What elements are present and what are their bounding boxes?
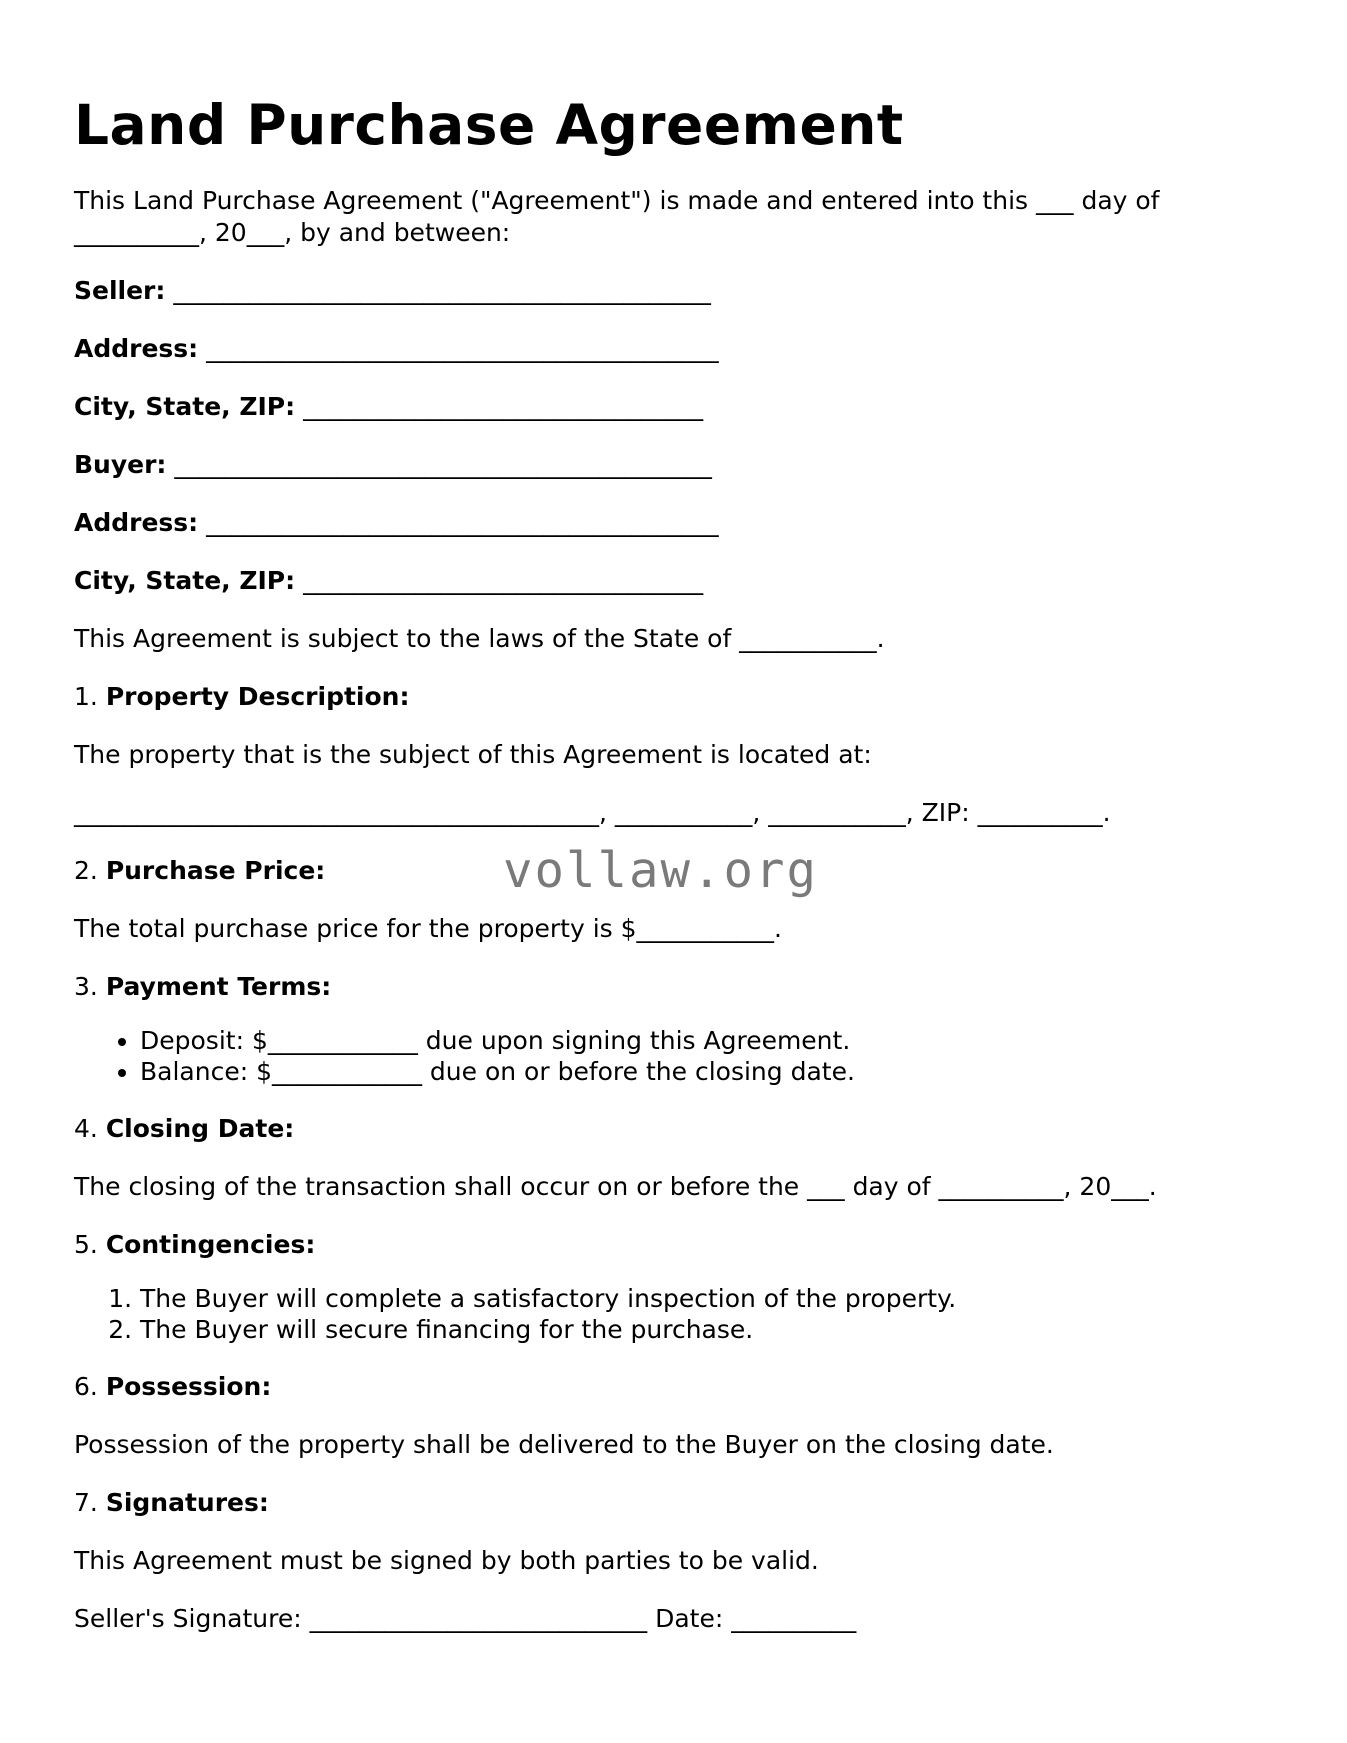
section-1-address-line: __________________________________________, ___________, ___________, ZIP: __________. <box>74 798 1111 827</box>
seller-city-blank: ________________________________ <box>303 392 704 421</box>
section-4-number: 4. <box>74 1114 98 1143</box>
buyer-address-blank: _________________________________________ <box>206 508 719 537</box>
document-title: Land Purchase Agreement <box>74 93 904 157</box>
section-5-title: Contingencies: <box>105 1230 316 1259</box>
contingency-item: 2. The Buyer will secure financing for the purchase. <box>140 1314 1274 1345</box>
section-7-heading <box>74 1487 1274 1519</box>
buyer-city-blank: ________________________________ <box>303 566 704 595</box>
section-1-number: 1. <box>74 682 98 711</box>
buyer-address-label: Address: <box>74 508 199 537</box>
section-4-text: The closing of the transaction shall occur on or before the ___ day of __________, 20___. <box>74 1172 1157 1201</box>
intro-paragraph: This Land Purchase Agreement ("Agreement") is made and entered into this ___ day of __________, 20___, by and between: <box>74 186 1160 247</box>
contingency-item: 1. The Buyer will complete a satisfactory inspection of the property. <box>140 1283 1274 1314</box>
section-7-text: This Agreement must be signed by both parties to be valid. <box>74 1546 819 1575</box>
section-1-heading <box>74 681 1274 713</box>
buyer-name-field <box>74 449 1274 481</box>
seller-name-label: Seller: <box>74 276 166 305</box>
section-6-text: Possession of the property shall be delivered to the Buyer on the closing date. <box>74 1430 1054 1459</box>
seller-name-blank: ___________________________________________ <box>173 276 711 305</box>
section-4-heading <box>74 1113 1274 1145</box>
section-1-text: The property that is the subject of this Agreement is located at: <box>74 740 872 769</box>
seller-address-blank: _________________________________________ <box>206 334 719 363</box>
payment-terms-list <box>74 1025 1274 1087</box>
contingencies-list <box>74 1283 1274 1345</box>
seller-city-field <box>74 391 1274 423</box>
buyer-address-field <box>74 507 1274 539</box>
section-6-number: 6. <box>74 1372 98 1401</box>
section-3-title: Payment Terms: <box>105 972 332 1001</box>
section-2-title: Purchase Price: <box>105 856 326 885</box>
payment-term-item: • Deposit: $____________ due upon signing this Agreement. <box>140 1025 1274 1056</box>
seller-address-field <box>74 333 1274 365</box>
payment-term-item: • Balance: $____________ due on or before the closing date. <box>140 1056 1274 1087</box>
seller-city-label: City, State, ZIP: <box>74 392 296 421</box>
buyer-city-field <box>74 565 1274 597</box>
section-6-heading <box>74 1371 1274 1403</box>
buyer-name-blank: ___________________________________________ <box>174 450 712 479</box>
seller-address-label: Address: <box>74 334 199 363</box>
section-3-number: 3. <box>74 972 98 1001</box>
section-1-title: Property Description: <box>105 682 410 711</box>
seller-name-field <box>74 275 1274 307</box>
governing-law: This Agreement is subject to the laws of the State of ___________. <box>74 624 885 653</box>
watermark: vollaw.org <box>503 842 819 899</box>
seller-signature-line: Seller's Signature: ___________________________ Date: __________ <box>74 1604 857 1633</box>
section-2-text: The total purchase price for the property is $___________. <box>74 914 782 943</box>
section-6-title: Possession: <box>105 1372 272 1401</box>
buyer-name-label: Buyer: <box>74 450 167 479</box>
section-4-title: Closing Date: <box>105 1114 295 1143</box>
section-5-heading <box>74 1229 1274 1261</box>
document-page <box>74 0 1274 1635</box>
section-5-number: 5. <box>74 1230 98 1259</box>
buyer-city-label: City, State, ZIP: <box>74 566 296 595</box>
section-7-title: Signatures: <box>105 1488 269 1517</box>
section-2-number: 2. <box>74 856 98 885</box>
section-3-heading <box>74 971 1274 1003</box>
section-7-number: 7. <box>74 1488 98 1517</box>
